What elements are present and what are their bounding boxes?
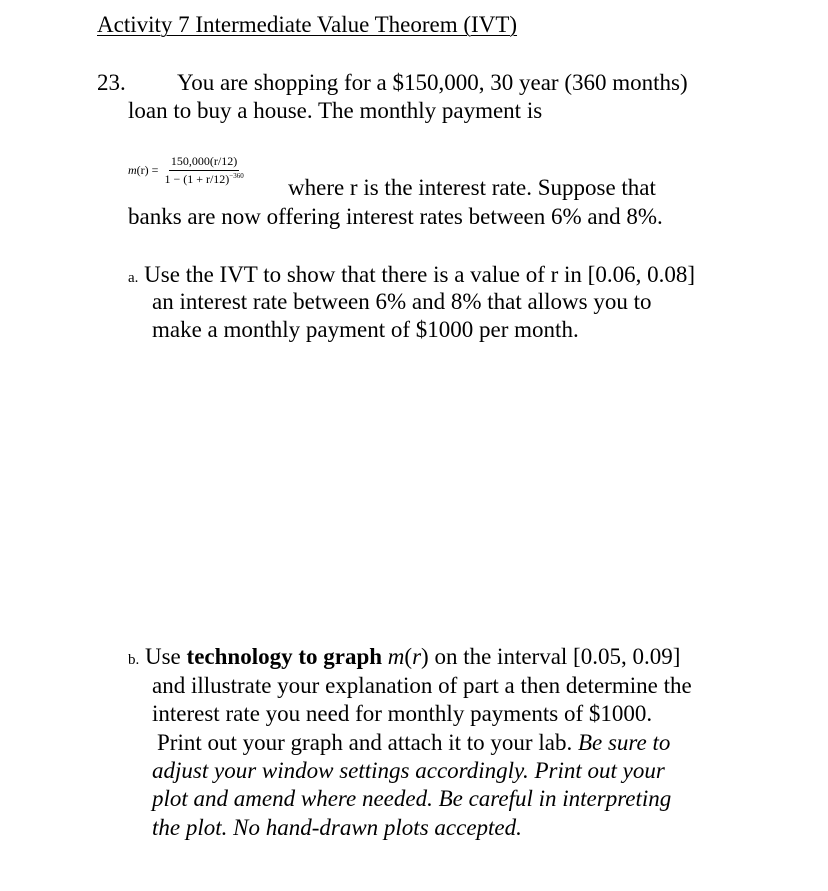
part-b-func-var: r [412, 644, 422, 669]
part-b-line-1-post: on the interval [0.05, 0.09] [428, 644, 681, 669]
problem-intro-line-1: You are shopping for a $150,000, 30 year (360 months) [177, 70, 688, 95]
part-a-line-2: an interest rate between 6% and 8% that allows you to [152, 289, 652, 314]
part-b-line-4-italic: Be sure to [577, 730, 671, 755]
part-b-line-1: b. Use technology to graph m(r) on the interval [0.05, 0.09] [128, 644, 681, 669]
part-b-func-name: m [387, 644, 405, 669]
problem-number: 23. [97, 70, 126, 95]
part-b-label: b. [128, 652, 140, 668]
part-a-line-1 [128, 262, 695, 288]
part-b-line-5 [152, 758, 665, 784]
part-b-line-3: interest rate you need for monthly payments of $1000. [152, 701, 653, 726]
formula-denominator-base: 1 − (1 + r/12) [164, 172, 230, 186]
formula-lhs [128, 163, 158, 178]
part-b-line-5-text: adjust your window settings accordingly. Print out your [152, 758, 665, 783]
page-title: Activity 7 Intermediate Value Theorem (IVT) [97, 12, 518, 37]
formula-denominator [162, 171, 245, 187]
part-b-line-4 [157, 730, 670, 756]
part-b-line-6 [152, 786, 671, 812]
part-b-line-4-plain: Print out your graph and attach it to your lab. [157, 730, 578, 755]
part-b-line-1-pre: Use [145, 644, 187, 669]
formula-var: (r) = [136, 163, 159, 177]
problem-line-4: banks are now offering interest rates between 6% and 8%. [128, 204, 663, 229]
part-a-line-1-text: Use the IVT to show that there is a value of r in [0.06, 0.08] [144, 262, 695, 287]
formula-numerator: 150,000(r/12) [169, 154, 239, 171]
formula-fraction [162, 154, 245, 187]
part-b-bold-phrase: technology to graph [186, 644, 383, 669]
part-b-line-7-text: the plot. No hand-drawn plots accepted. [152, 815, 522, 840]
part-a-label: a. [128, 270, 139, 286]
part-b-line-7 [152, 815, 522, 841]
formula-func-name: m [128, 163, 137, 177]
part-b-line-2: and illustrate your explanation of part a then determine the [152, 673, 692, 698]
problem-after-formula: where r is the interest rate. Suppose that [288, 175, 656, 200]
part-a-line-3: make a monthly payment of $1000 per month. [152, 317, 579, 342]
problem-intro-line-2: loan to buy a house. The monthly payment is [128, 98, 543, 123]
formula-denominator-exponent: −360 [229, 172, 244, 180]
part-b-line-6-text: plot and amend where needed. Be careful in interpreting [152, 786, 672, 811]
payment-formula [128, 154, 246, 187]
